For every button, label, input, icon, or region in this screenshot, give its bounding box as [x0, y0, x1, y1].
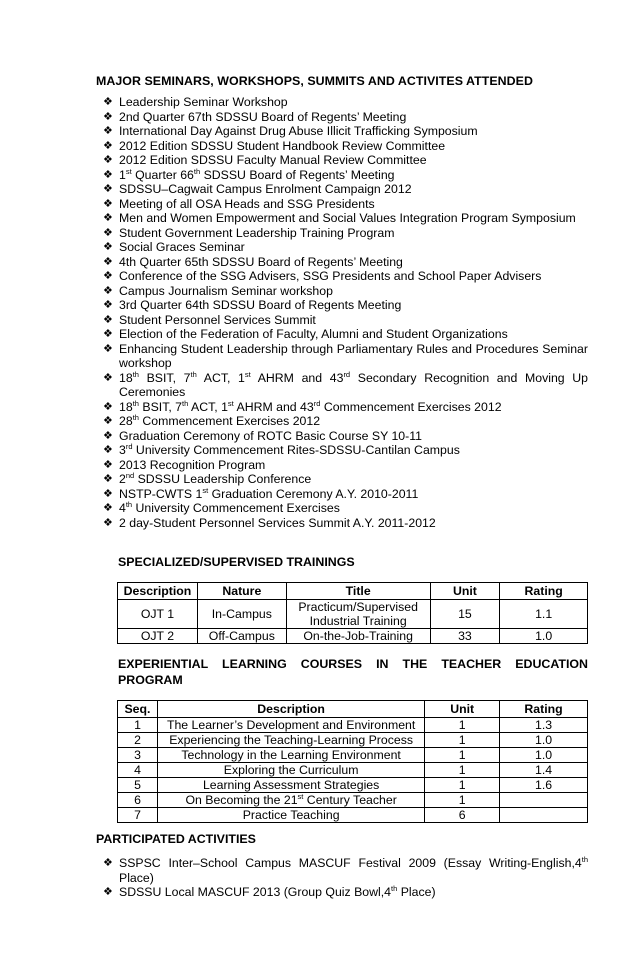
seminar-item — [102, 110, 588, 125]
seminar-item — [102, 124, 588, 139]
seminar-item-text: 18th BSIT, 7th ACT, 1st AHRM and 43rd Commencement Exercises 2012 — [119, 398, 502, 414]
seminar-item-text: 1st Quarter 66th SDSSU Board of Regents’ Meeting — [119, 166, 395, 182]
courses-table — [117, 700, 588, 823]
seminar-item-text: Campus Journalism Seminar workshop — [119, 283, 333, 298]
course-cell: Practice Teaching — [157, 808, 424, 823]
seminar-item-text: Conference of the SSG Advisers, SSG Presidents and School Paper Advisers — [119, 269, 542, 283]
course-cell: 7 — [118, 808, 158, 823]
course-cell: Technology in the Learning Environment — [157, 748, 424, 763]
seminar-item — [102, 139, 588, 154]
seminar-item-text: 28th Commencement Exercises 2012 — [119, 413, 321, 428]
diamond-bullet-icon: ❖ — [103, 154, 113, 166]
training-cell: In-Campus — [197, 600, 286, 629]
seminar-item — [102, 501, 588, 516]
diamond-bullet-icon: ❖ — [103, 487, 113, 500]
seminar-item-text: 4th University Commencement Exercises — [119, 500, 340, 515]
training-cell: 1.0 — [500, 629, 588, 644]
seminar-item — [102, 516, 588, 531]
diamond-bullet-icon: ❖ — [103, 212, 113, 224]
seminar-item — [102, 95, 588, 110]
diamond-bullet-icon: ❖ — [103, 857, 113, 869]
training-header-cell: Title — [286, 583, 430, 600]
participated-heading: PARTICIPATED ACTIVITIES — [96, 832, 256, 846]
courses-heading-line1: EXPERIENTIAL LEARNING COURSES IN THE TEACHER EDUCATION — [118, 657, 588, 671]
seminar-item-text: Leadership Seminar Workshop — [119, 95, 288, 109]
course-header-cell: Unit — [425, 701, 500, 718]
course-cell — [500, 808, 588, 823]
seminar-item-text: 2012 Edition SDSSU Faculty Manual Review Committee — [119, 153, 427, 167]
seminar-item-text: 2nd SDSSU Leadership Conference — [119, 471, 312, 486]
course-row — [118, 748, 588, 763]
diamond-bullet-icon: ❖ — [103, 313, 113, 326]
course-header-cell: Seq. — [118, 701, 158, 718]
course-cell: 6 — [425, 808, 500, 823]
course-cell: On Becoming the 21st Century Teacher — [157, 793, 424, 808]
diamond-bullet-icon: ❖ — [103, 516, 113, 529]
diamond-bullet-icon: ❖ — [103, 139, 113, 152]
seminar-item — [102, 371, 588, 400]
trainings-table — [117, 582, 588, 644]
participated-item — [102, 885, 588, 900]
course-cell: 1 — [425, 733, 500, 748]
course-cell: 1 — [425, 718, 500, 733]
diamond-bullet-icon: ❖ — [103, 284, 113, 297]
courses-heading — [118, 656, 588, 688]
courses-heading-line2: PROGRAM — [118, 673, 183, 687]
seminars-list — [102, 95, 588, 530]
participated-item-text: SDSSU Local MASCUF 2013 (Group Quiz Bowl,4th Place) — [119, 884, 436, 899]
training-header-cell: Unit — [430, 583, 500, 600]
course-cell: Exploring the Curriculum — [157, 763, 424, 778]
diamond-bullet-icon: ❖ — [103, 270, 113, 282]
seminar-item — [102, 443, 588, 458]
seminar-item — [102, 182, 588, 197]
diamond-bullet-icon: ❖ — [103, 473, 113, 485]
seminar-item — [102, 269, 588, 284]
course-row — [118, 808, 588, 823]
course-cell: 5 — [118, 778, 158, 793]
course-cell: Learning Assessment Strategies — [157, 778, 424, 793]
seminar-item-text: Men and Women Empowerment and Social Values Integration Program Symposium — [119, 211, 576, 225]
training-cell: 33 — [430, 629, 500, 644]
seminar-item — [102, 211, 588, 226]
seminars-heading: MAJOR SEMINARS, WORKSHOPS, SUMMITS AND ACTIVITES ATTENDED — [96, 74, 533, 88]
seminar-item-text: Student Government Leadership Training Program — [119, 225, 395, 240]
seminar-item-text: 2013 Recognition Program — [119, 457, 266, 472]
seminar-item — [102, 255, 588, 270]
diamond-bullet-icon: ❖ — [103, 125, 113, 137]
seminar-item — [102, 327, 588, 342]
training-cell: 1.1 — [500, 600, 588, 629]
seminar-item-text: International Day Against Drug Abuse Illicit Trafficking Symposium — [119, 124, 478, 138]
diamond-bullet-icon: ❖ — [103, 241, 113, 253]
diamond-bullet-icon: ❖ — [103, 458, 113, 471]
diamond-bullet-icon: ❖ — [103, 886, 113, 898]
course-cell: The Learner’s Development and Environment — [157, 718, 424, 733]
diamond-bullet-icon: ❖ — [103, 299, 113, 311]
seminar-item — [102, 153, 588, 168]
course-row — [118, 718, 588, 733]
seminar-item-text: Social Graces Seminar — [119, 240, 245, 254]
diamond-bullet-icon: ❖ — [103, 429, 113, 442]
course-cell: 1.0 — [500, 748, 588, 763]
course-cell: 1 — [425, 748, 500, 763]
diamond-bullet-icon: ❖ — [103, 96, 113, 108]
seminar-item-text: Enhancing Student Leadership through Parliamentary Rules and Procedures Seminar workshop — [119, 341, 588, 370]
training-cell: OJT 1 — [118, 600, 198, 629]
diamond-bullet-icon: ❖ — [103, 168, 113, 181]
course-cell: 2 — [118, 733, 158, 748]
course-cell: 1.6 — [500, 778, 588, 793]
diamond-bullet-icon: ❖ — [103, 400, 113, 413]
training-row — [118, 629, 588, 644]
seminar-item-text: SDSSU–Cagwait Campus Enrolment Campaign 2012 — [119, 182, 412, 196]
seminar-item-text: 2012 Edition SDSSU Student Handbook Review Committee — [119, 138, 446, 153]
course-cell: 1 — [425, 793, 500, 808]
seminar-item — [102, 458, 588, 473]
seminar-item-text: 4th Quarter 65th SDSSU Board of Regents’ Meeting — [119, 254, 403, 269]
course-row — [118, 778, 588, 793]
trainings-heading: SPECIALIZED/SUPERVISED TRAININGS — [118, 555, 355, 569]
seminar-item-text: 18th BSIT, 7th ACT, 1st AHRM and 43rd Secondary Recognition and Moving Up Ceremonies — [119, 369, 588, 399]
training-cell: OJT 2 — [118, 629, 198, 644]
seminar-item-text: 2nd Quarter 67th SDSSU Board of Regents’ Meeting — [119, 109, 407, 124]
course-cell: 1 — [425, 778, 500, 793]
training-cell: Off-Campus — [197, 629, 286, 644]
seminar-item — [102, 197, 588, 212]
seminar-item-text: 2 day-Student Personnel Services Summit A.Y. 2011-2012 — [119, 515, 436, 530]
course-cell: 1 — [425, 763, 500, 778]
training-row — [118, 600, 588, 629]
seminar-item-text: NSTP-CWTS 1st Graduation Ceremony A.Y. 2010-2011 — [119, 485, 419, 501]
seminar-item-text: Graduation Ceremony of ROTC Basic Course SY 10-11 — [119, 428, 423, 443]
participated-list — [102, 856, 588, 900]
course-cell — [500, 793, 588, 808]
training-cell: Practicum/Supervised Industrial Training — [286, 600, 430, 629]
course-cell: 1.3 — [500, 718, 588, 733]
diamond-bullet-icon: ❖ — [103, 183, 113, 195]
diamond-bullet-icon: ❖ — [103, 502, 113, 514]
seminar-item — [102, 487, 588, 502]
course-cell: 4 — [118, 763, 158, 778]
seminar-item — [102, 284, 588, 299]
diamond-bullet-icon: ❖ — [103, 255, 113, 268]
course-cell: 3 — [118, 748, 158, 763]
course-cell: 1 — [118, 718, 158, 733]
course-header-cell: Rating — [500, 701, 588, 718]
seminar-item-text: Meeting of all OSA Heads and SSG Presidents — [119, 196, 375, 211]
training-header-cell: Description — [118, 583, 198, 600]
diamond-bullet-icon: ❖ — [103, 226, 113, 239]
course-cell: 6 — [118, 793, 158, 808]
seminar-item — [102, 226, 588, 241]
training-cell: On-the-Job-Training — [286, 629, 430, 644]
seminar-item-text: 3rd University Commencement Rites-SDSSU-Cantilan Campus — [119, 442, 460, 457]
course-cell: Experiencing the Teaching-Learning Process — [157, 733, 424, 748]
diamond-bullet-icon: ❖ — [103, 197, 113, 210]
course-row — [118, 733, 588, 748]
diamond-bullet-icon: ❖ — [103, 444, 113, 456]
training-cell: 15 — [430, 600, 500, 629]
seminar-item — [102, 313, 588, 328]
seminar-item — [102, 298, 588, 313]
seminar-item — [102, 414, 588, 429]
seminar-item — [102, 240, 588, 255]
course-cell: 1.4 — [500, 763, 588, 778]
participated-item — [102, 856, 588, 885]
course-cell: 1.0 — [500, 733, 588, 748]
diamond-bullet-icon: ❖ — [103, 328, 113, 340]
diamond-bullet-icon: ❖ — [103, 110, 113, 123]
seminar-item — [102, 168, 588, 183]
diamond-bullet-icon: ❖ — [103, 415, 113, 427]
training-header-cell: Nature — [197, 583, 286, 600]
seminar-item — [102, 342, 588, 371]
course-row — [118, 793, 588, 808]
participated-item-text: SSPSC Inter–School Campus MASCUF Festival 2009 (Essay Writing-English,4th Place) — [119, 855, 588, 885]
course-row — [118, 763, 588, 778]
diamond-bullet-icon: ❖ — [103, 342, 113, 355]
seminar-item-text: 3rd Quarter 64th SDSSU Board of Regents Meeting — [119, 298, 402, 312]
training-header-cell: Rating — [500, 583, 588, 600]
seminar-item — [102, 429, 588, 444]
seminar-item — [102, 400, 588, 415]
seminar-item — [102, 472, 588, 487]
course-header-cell: Description — [157, 701, 424, 718]
diamond-bullet-icon: ❖ — [103, 371, 113, 384]
seminar-item-text: Election of the Federation of Faculty, Alumni and Student Organizations — [119, 327, 508, 341]
seminar-item-text: Student Personnel Services Summit — [119, 312, 316, 327]
